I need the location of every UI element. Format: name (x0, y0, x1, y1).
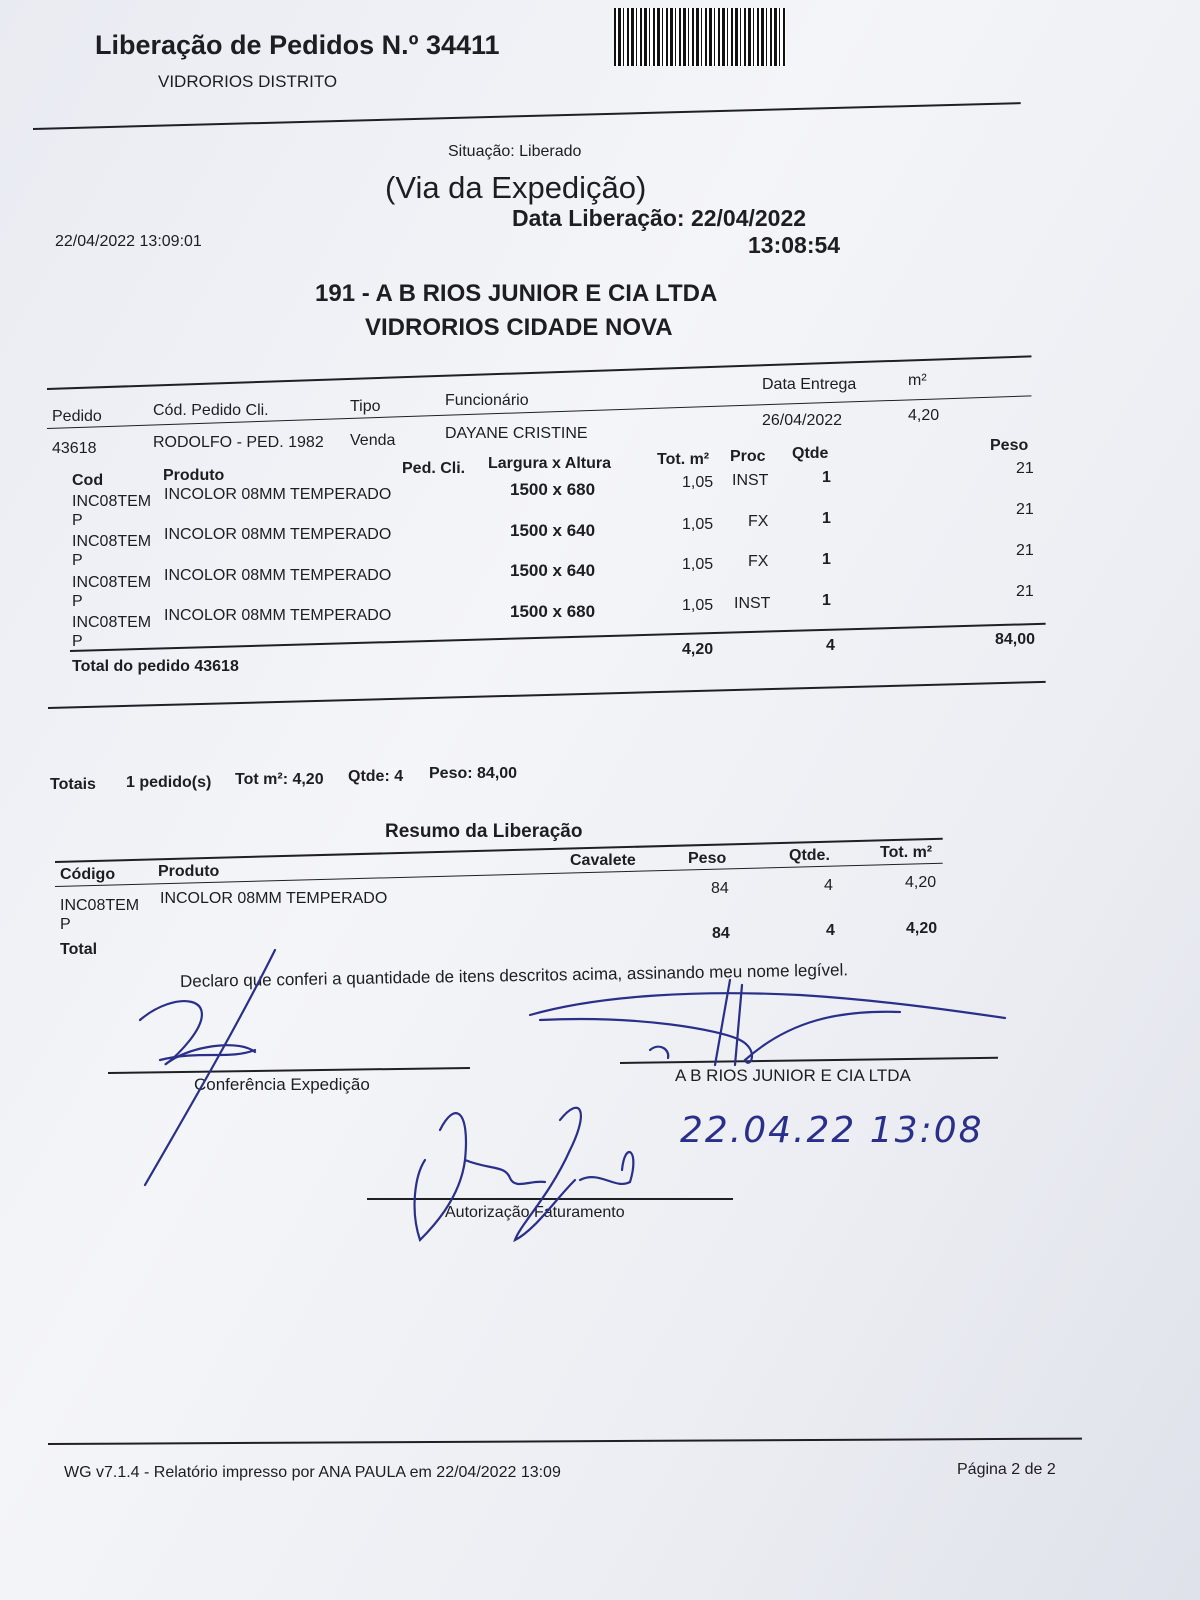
col-cod: Cod (72, 472, 104, 489)
item-cod: INC08TEM (72, 574, 152, 591)
signature-line-autorizacao (367, 1198, 733, 1200)
item-cod-cont: P (72, 633, 83, 650)
col-peso: Peso (688, 850, 727, 867)
signature-label-autorizacao: Autorização Faturamento (445, 1204, 625, 1221)
order-tipo: Venda (350, 432, 396, 449)
col-codigo: Código (60, 866, 116, 883)
col-pedido: Pedido (52, 408, 102, 425)
order-m2: 4,20 (908, 407, 940, 424)
client-store: VIDRORIOS CIDADE NOVA (365, 314, 673, 341)
item-tot-m2: 1,05 (682, 474, 714, 491)
item-tot-m2: 1,05 (682, 516, 714, 533)
order-total-qtde: 4 (826, 637, 835, 654)
item-dims: 1500 x 680 (510, 480, 596, 499)
totals-label: Totais (50, 776, 96, 793)
item-cod-cont: P (72, 512, 83, 529)
col-cavalete: Cavalete (570, 852, 636, 869)
via-label: (Via da Expedição) (385, 170, 647, 205)
item-peso: 21 (1016, 583, 1034, 600)
item-qtde: 1 (822, 551, 831, 568)
item-produto: INCOLOR 08MM TEMPERADO (164, 526, 392, 543)
col-m2: m² (908, 372, 927, 389)
col-data-entrega: Data Entrega (762, 376, 857, 393)
order-pedido: 43618 (52, 440, 97, 457)
totals-qtde: Qtde: 4 (348, 768, 404, 785)
col-qtde: Qtde. (789, 847, 830, 864)
item-peso: 21 (1016, 542, 1034, 559)
item-cod: INC08TEM (72, 614, 152, 631)
col-tot-m2: Tot. m² (880, 844, 933, 861)
col-cod-cli: Cód. Pedido Cli. (153, 402, 269, 419)
footer-divider (48, 1438, 1082, 1445)
item-peso: 21 (1016, 460, 1034, 477)
col-proc: Proc (730, 448, 766, 465)
item-produto: INCOLOR 08MM TEMPERADO (164, 486, 392, 503)
footer-printed-by: WG v7.1.4 - Relatório impresso por ANA PAULA em 22/04/2022 13:09 (64, 1464, 561, 1481)
col-qtde: Qtde (792, 445, 829, 462)
item-cod: INC08TEM (72, 533, 152, 550)
summary-tot-m2: 4,20 (905, 874, 937, 891)
col-peso: Peso (990, 437, 1029, 454)
branch-name: VIDRORIOS DISTRITO (158, 72, 338, 91)
col-ped-cli: Ped. Cli. (402, 460, 466, 477)
page-number: Página 2 de 2 (957, 1461, 1056, 1478)
order-cod-cli: RODOLFO - PED. 1982 (153, 434, 324, 451)
summary-total-label: Total (60, 941, 98, 958)
item-proc: INST (732, 472, 769, 489)
item-cod: INC08TEM (72, 493, 152, 510)
divider (33, 102, 1021, 130)
status-text: Situação: Liberado (448, 143, 582, 160)
col-produto: Produto (163, 467, 225, 484)
divider (47, 355, 1032, 390)
divider (70, 623, 1046, 652)
col-tipo: Tipo (350, 398, 381, 415)
client-name: 191 - A B RIOS JUNIOR E CIA LTDA (315, 280, 718, 307)
col-tot-m2: Tot. m² (657, 451, 710, 468)
order-total-m2: 4,20 (682, 641, 714, 658)
signature-label-conferencia: Conferência Expedição (194, 1075, 370, 1094)
divider (48, 681, 1046, 709)
handwritten-date: 22.04.22 13:08 (680, 1110, 984, 1151)
totals-peso: Peso: 84,00 (429, 765, 518, 782)
signature-line-company (620, 1057, 998, 1064)
item-qtde: 1 (822, 510, 831, 527)
declaration-text: Declaro que conferi a quantidade de itens descritos acima, assinando meu nome legível. (179, 960, 849, 991)
barcode (614, 8, 786, 66)
summary-peso: 84 (711, 880, 729, 897)
totals-pedidos: 1 pedido(s) (126, 774, 212, 791)
document-title: Liberação de Pedidos N.º 34411 (95, 30, 500, 60)
item-tot-m2: 1,05 (682, 556, 714, 573)
printed-at: 22/04/2022 13:09:01 (55, 233, 202, 250)
order-funcionario: DAYANE CRISTINE (445, 425, 588, 442)
summary-total-qtde: 4 (826, 922, 835, 939)
summary-produto: INCOLOR 08MM TEMPERADO (160, 890, 388, 907)
item-produto: INCOLOR 08MM TEMPERADO (164, 567, 392, 584)
item-cod-cont: P (72, 552, 83, 569)
item-qtde: 1 (822, 592, 831, 609)
signature-label-company: A B RIOS JUNIOR E CIA LTDA (675, 1066, 911, 1085)
release-time: 13:08:54 (748, 232, 841, 258)
col-dims: Largura x Altura (488, 455, 611, 472)
order-total-peso: 84,00 (995, 631, 1036, 648)
summary-qtde: 4 (824, 877, 833, 894)
summary-total-peso: 84 (712, 925, 730, 942)
item-produto: INCOLOR 08MM TEMPERADO (164, 607, 392, 624)
item-tot-m2: 1,05 (682, 597, 714, 614)
item-peso: 21 (1016, 501, 1034, 518)
item-proc: FX (748, 553, 769, 570)
item-proc: INST (734, 595, 771, 612)
summary-codigo-cont: P (60, 916, 71, 933)
totals-m2: Tot m²: 4,20 (235, 771, 324, 788)
signature-line-conferencia (108, 1067, 470, 1074)
item-dims: 1500 x 640 (510, 521, 596, 540)
col-produto: Produto (158, 863, 220, 880)
item-cod-cont: P (72, 593, 83, 610)
release-date: Data Liberação: 22/04/2022 (512, 205, 807, 231)
col-funcionario: Funcionário (445, 392, 529, 409)
summary-title: Resumo da Liberação (385, 821, 583, 842)
item-dims: 1500 x 640 (510, 561, 596, 580)
order-total-label: Total do pedido 43618 (72, 658, 239, 675)
item-proc: FX (748, 513, 769, 530)
summary-total-tot-m2: 4,20 (906, 920, 938, 937)
item-qtde: 1 (822, 469, 831, 486)
order-data-entrega: 26/04/2022 (762, 412, 843, 429)
summary-codigo: INC08TEM (60, 897, 140, 914)
item-dims: 1500 x 680 (510, 602, 596, 621)
